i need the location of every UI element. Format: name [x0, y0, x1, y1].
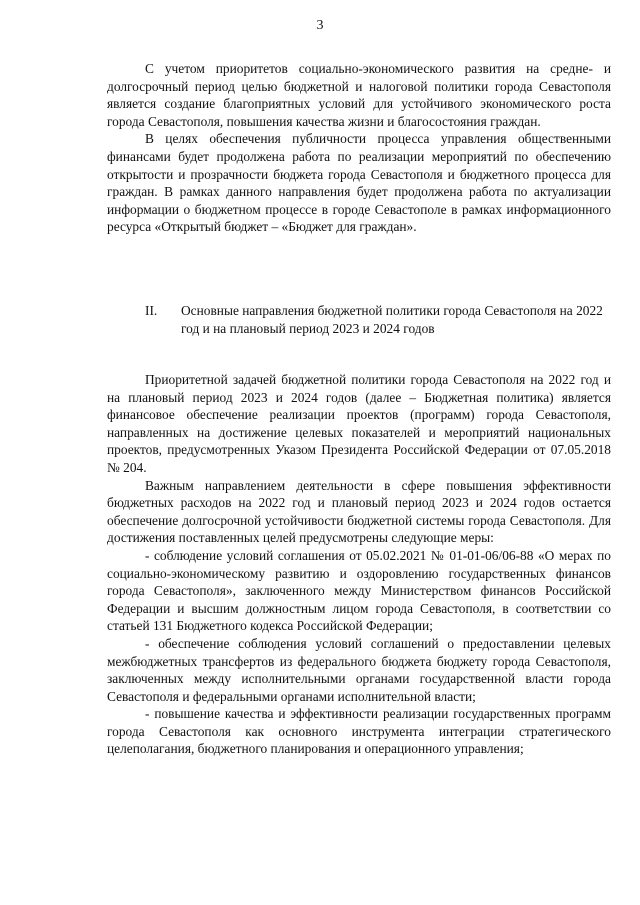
- body-paragraph-priority: Приоритетной задачей бюджетной политики города Севастополя на 2022 год и на плановый период 2023 и 2024 годов (далее – Бюджетная политика) является финансовое обеспечение реализации проектов (программ) города Севастополя, направленных на достижение целевых показателей и мероприятий национальных проектов, предусмотренных Указом Президента Российской Федерации от 07.05.2018 № 204.: [107, 372, 611, 475]
- list-item-agreement: - соблюдение условий соглашения от 05.02.2021 № 01-01-06/06-88 «О мерах по социально-экономическому развитию и оздоровлению государственных финансов города Севастополя», заключенного между Министерством финансов Российской Федерации и высшим должностным лицом города Севастополя, в соответствии со статьей 131 Бюджетного кодекса Российской Федерации;: [107, 547, 611, 634]
- section-number: II.: [145, 303, 158, 318]
- intro-paragraph-goal: С учетом приоритетов социально-экономического развития на средне- и долгосрочный период целью бюджетной и налоговой политики города Севастополя является создание благоприятных условий для устойчивого экономического роста города Севастополя, повышения качества жизни и благосостояния граждан.: [107, 61, 611, 129]
- body-paragraph-efficiency: Важным направлением деятельности в сфере повышения эффективности бюджетных расходов на 2022 год и плановый период 2023 и 2024 годов остается обеспечение долгосрочной устойчивости бюджетной системы города Севастополя. Для достижения поставленных целей предусмотрены следующие меры:: [107, 477, 611, 546]
- list-item-transfers: - обеспечение соблюдения условий соглашений о предоставлении целевых межбюджетных трансфертов из федерального бюджета бюджету города Севастополя, заключенных между исполнительными органами государственной власти города Севастополя и федеральными органами исполнительной власти;: [107, 635, 611, 704]
- section-title: Основные направления бюджетной политики города Севастополя на 2022 год и на плановый период 2023 и 2024 годов: [181, 303, 603, 336]
- intro-text: [107, 60, 611, 236]
- page-number: 3: [316, 18, 324, 33]
- list-item-programs: - повышение качества и эффективности реализации государственных программ города Севастополя как основного инструмента интеграции стратегического целеполагания, бюджетного планирования и операционного управления;: [107, 706, 611, 757]
- body-text: [107, 371, 611, 758]
- intro-paragraph-transparency: В целях обеспечения публичности процесса управления общественными финансами будет продолжена работа по реализации мероприятий по обеспечению открытости и прозрачности бюджета города Севастополя и бюджетного процесса для граждан. В рамках данного направления будет продолжена работа по актуализации информации о бюджетном процессе в городе Севастополе в рамках информационного ресурса «Открытый бюджет – «Бюджет для граждан».: [107, 131, 611, 235]
